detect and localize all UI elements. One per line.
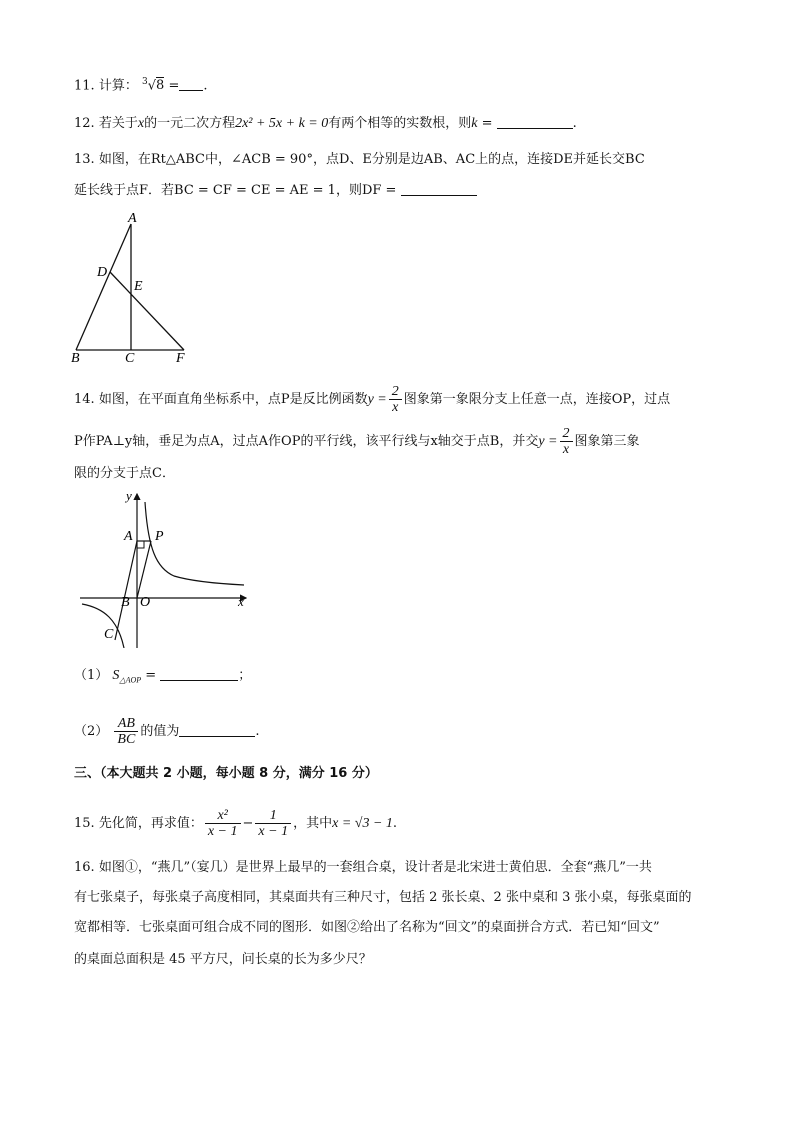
question-13-line-2 — [74, 181, 477, 201]
label-A: A — [128, 211, 137, 226]
question-14-part-1 — [74, 666, 251, 691]
question-13-line-1 — [74, 150, 645, 170]
function-lhs: y = — [367, 392, 387, 407]
label-C: C — [104, 627, 114, 642]
label-D: D — [97, 265, 108, 280]
label-C: C — [125, 351, 135, 365]
label-A: A — [124, 529, 133, 544]
question-number: 14. — [74, 392, 95, 407]
minus-sign: − — [242, 816, 254, 831]
question-14-line-3 — [74, 464, 175, 484]
answer-blank[interactable] — [160, 666, 238, 681]
question-text: 如图，在平面直角坐标系中，点P是反比例函数 — [98, 392, 368, 407]
label-y: y — [126, 488, 132, 503]
radical-sign: √ — [147, 78, 157, 94]
question-15 — [74, 808, 397, 839]
variable-x: x — [137, 116, 145, 131]
question-11 — [74, 72, 207, 96]
fraction-ab-over-bc — [114, 716, 138, 747]
fraction-2-over-x — [560, 426, 573, 457]
question-text: 计算： — [98, 78, 138, 94]
semicolon: ； — [238, 668, 252, 683]
label-B: B — [71, 351, 80, 365]
function-lhs: y = — [538, 434, 558, 449]
period: . — [203, 78, 208, 94]
fraction-1-over-x-minus-1 — [255, 808, 291, 839]
fraction-denominator: x — [562, 442, 570, 457]
answer-blank[interactable] — [401, 181, 477, 196]
fraction-numerator: AB — [114, 716, 138, 732]
q14-figure — [74, 488, 254, 648]
question-text: ，其中 — [293, 816, 333, 831]
segment-op — [137, 541, 151, 598]
fraction-numerator: 2 — [389, 384, 402, 400]
question-number: 16. — [74, 860, 95, 875]
right-angle-mark — [137, 541, 144, 548]
equals-sign: = — [477, 116, 497, 131]
question-text: 若关于 — [98, 116, 138, 131]
label-B: B — [121, 595, 130, 610]
fraction-x2-over-x-minus-1 — [205, 808, 241, 839]
question-text: 先化简，再求值： — [98, 816, 203, 831]
period: . — [572, 116, 577, 131]
line-abc — [115, 541, 137, 640]
variable-k: k — [471, 116, 478, 131]
label-P: P — [155, 529, 164, 544]
question-12 — [74, 114, 577, 134]
part-label: （2） — [74, 724, 109, 739]
fraction-numerator: x² — [205, 808, 241, 824]
label-O: O — [140, 595, 151, 610]
question-text: 的值为 — [140, 724, 180, 739]
equals-sign: = — [141, 668, 161, 683]
question-number: 12. — [74, 116, 95, 131]
question-14-line-1 — [74, 384, 670, 415]
question-14-line-2 — [74, 426, 640, 457]
question-text: 如图，在Rt△ABC中，∠ACB = 90°，点D、E分别是边AB、AC上的点，连接DE并延长交BC — [98, 152, 645, 167]
equals-sign: = — [168, 78, 180, 94]
period: . — [255, 724, 260, 739]
question-text: 限的分支于点C． — [74, 466, 175, 481]
answer-blank[interactable] — [497, 114, 573, 129]
radicand: 8 — [156, 78, 165, 94]
question-16-line-3: 宽都相等．七张桌面可组合成不同的图形．如图②给出了名称为“回文”的桌面拼合方式．若已知“回文” — [74, 920, 660, 935]
question-text: 图象第三象 — [574, 434, 640, 449]
question-text: 图象第一象限分支上任意一点，连接OP，过点 — [403, 392, 671, 407]
label-F: F — [176, 351, 185, 365]
part-label: （1） — [74, 668, 109, 683]
fraction-denominator: x — [392, 400, 399, 415]
fraction-2-over-x — [389, 384, 402, 415]
question-text: 如图①，“燕几”（宴几）是世界上最早的一套组合桌，设计者是北宋进士黄伯思．全套“燕几”一共 — [98, 860, 652, 875]
question-text: 的一元二次方程 — [144, 116, 236, 131]
root-index: 3 — [141, 77, 148, 87]
condition: x = √3 − 1 — [332, 816, 393, 831]
section-3-heading: 三、（本大题共 2 小题，每小题 8 分，满分 16 分） — [74, 766, 378, 781]
period: . — [392, 816, 398, 831]
fraction-denominator: x − 1 — [207, 824, 238, 839]
question-16-line-1 — [74, 858, 652, 878]
fraction-numerator: 1 — [255, 808, 291, 824]
segment-df — [110, 272, 184, 350]
equation: 2x² + 5x + k = 0 — [235, 116, 329, 131]
fraction-numerator: 2 — [560, 426, 573, 442]
answer-blank[interactable] — [179, 76, 203, 91]
answer-blank[interactable] — [179, 722, 255, 737]
label-E: E — [134, 279, 143, 294]
question-number: 15. — [74, 816, 95, 831]
fraction-denominator: BC — [117, 732, 136, 747]
question-text: 延长线于点F．若BC = CF = CE = AE = 1，则DF = — [74, 183, 401, 198]
fraction-denominator: x − 1 — [258, 824, 289, 839]
question-14-part-2 — [74, 716, 259, 747]
question-number: 13. — [74, 152, 95, 167]
question-16-line-4: 的桌面总面积是 45 平方尺，问长桌的长为多少尺？ — [74, 952, 372, 967]
label-x: x — [238, 594, 244, 609]
area-symbol: S — [112, 668, 120, 683]
question-text: 有两个相等的实数根，则 — [328, 116, 472, 131]
area-subscript: △AOP — [119, 675, 142, 685]
question-text: P作PA⊥y轴，垂足为点A，过点A作OP的平行线，该平行线与x轴交于点B，并交 — [74, 434, 539, 449]
segment-ab — [76, 224, 131, 350]
q13-figure — [66, 210, 196, 365]
question-16-line-2: 有七张桌子，每张桌子高度相同，其桌面共有三种尺寸，包括 2 张长桌、2 张中桌和 3 张小桌，每张桌面的 — [74, 890, 692, 905]
question-number: 11. — [74, 78, 95, 94]
